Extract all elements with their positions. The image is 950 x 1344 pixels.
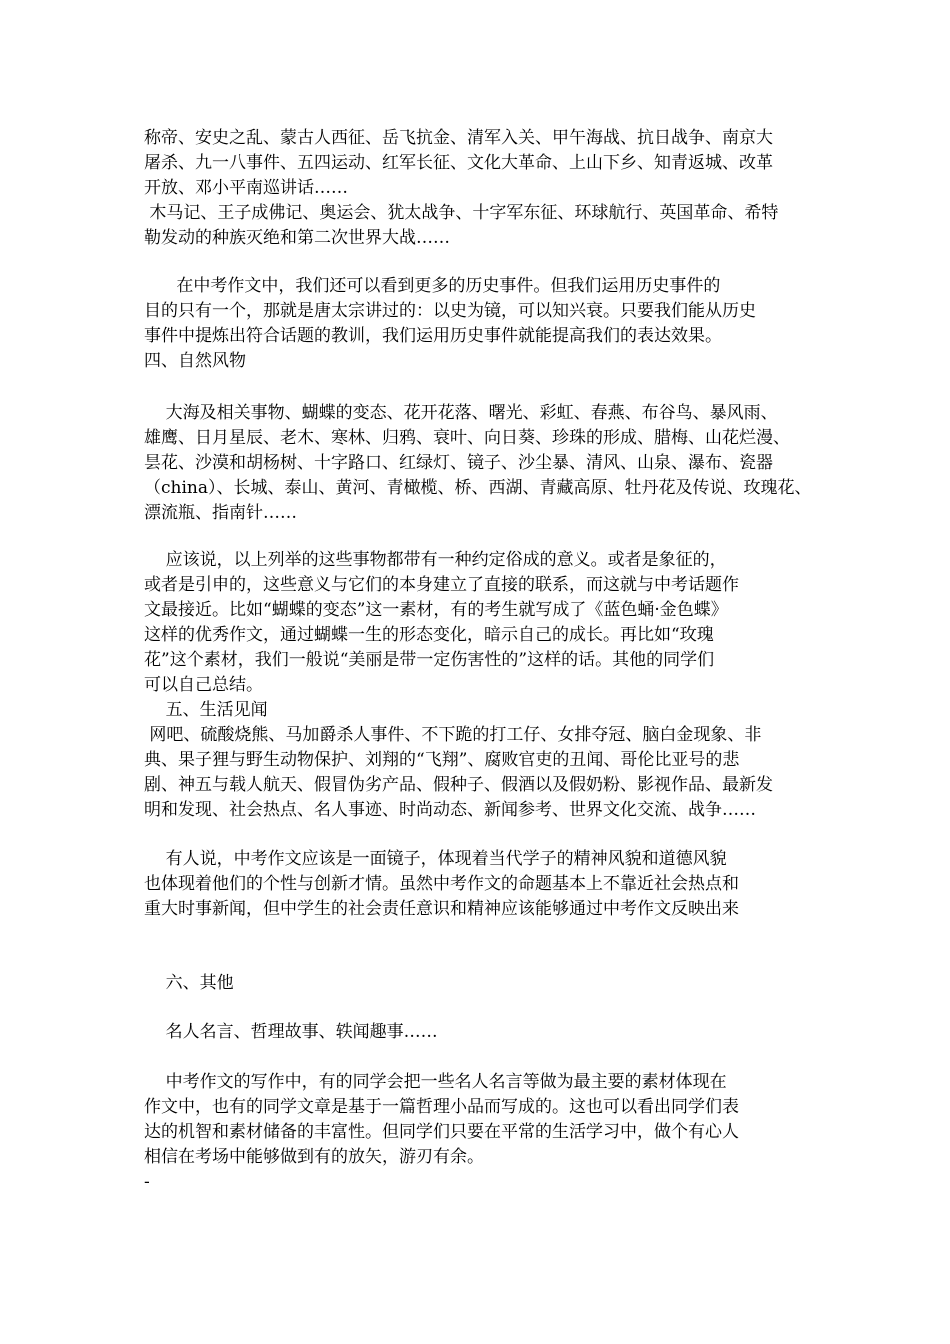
history-list-line-2: 屠杀、九一八事件、五四运动、红军长征、文化大革命、上山下乡、知青返城、改革 bbox=[144, 153, 773, 173]
history-commentary-line-2: 目的只有一个，那就是唐太宗讲过的：以史为镜，可以知兴衰。只要我们能从历史 bbox=[144, 301, 756, 321]
section-5-commentary-line-2: 也体现着他们的个性与创新才情。虽然中考作文的命题基本上不靠近社会热点和 bbox=[144, 874, 739, 894]
section-4-list-line-1: 大海及相关事物、蝴蝶的变态、花开花落、曙光、彩虹、春燕、布谷鸟、暴风雨、 bbox=[144, 403, 778, 423]
history-list-line-1: 称帝、安史之乱、蒙古人西征、岳飞抗金、清军入关、甲午海战、抗日战争、南京大 bbox=[144, 128, 773, 148]
section-4-commentary-line-4: 这样的优秀作文，通过蝴蝶一生的形态变化，暗示自己的成长。再比如“玫瑰 bbox=[144, 625, 714, 645]
section-4-list-line-3: 昙花、沙漠和胡杨树、十字路口、红绿灯、镜子、沙尘暴、清风、山泉、瀑布、瓷器 bbox=[144, 453, 773, 473]
section-5-list-line-1: 网吧、硫酸烧熊、马加爵杀人事件、不下跪的打工仔、女排夺冠、脑白金现象、非 bbox=[144, 725, 762, 745]
page-end-mark: - bbox=[144, 1172, 150, 1192]
history-list-line-3: 开放、邓小平南巡讲话…… bbox=[144, 178, 348, 198]
section-5-list-line-2: 典、果子狸与野生动物保护、刘翔的“飞翔”、腐败官吏的丑闻、哥伦比亚号的悲 bbox=[144, 750, 740, 770]
history-commentary-line-3: 事件中提炼出符合话题的教训，我们运用历史事件就能提高我们的表达效果。 bbox=[144, 326, 722, 346]
section-5-list-line-3: 剧、神五与载人航天、假冒伪劣产品、假种子、假酒以及假奶粉、影视作品、最新发 bbox=[144, 775, 773, 795]
section-4-commentary-line-1: 应该说，以上列举的这些事物都带有一种约定俗成的意义。或者是象征的， bbox=[144, 550, 727, 570]
section-6-heading: 六、其他 bbox=[144, 973, 234, 993]
history-list-line-4: 木马记、王子成佛记、奥运会、犹太战争、十字军东征、环球航行、英国革命、希特 bbox=[144, 203, 779, 223]
section-4-heading: 四、自然风物 bbox=[144, 351, 246, 371]
section-5-list-line-4: 明和发现、社会热点、名人事迹、时尚动态、新闻参考、世界文化交流、战争…… bbox=[144, 800, 756, 820]
history-commentary-line-1: 在中考作文中，我们还可以看到更多的历史事件。但我们运用历史事件的 bbox=[144, 276, 721, 296]
section-6-commentary-line-2: 作文中，也有的同学文章是基于一篇哲理小品而写成的。这也可以看出同学们表 bbox=[144, 1097, 739, 1117]
section-4-commentary-line-3: 文最接近。比如“蝴蝶的变态”这一素材，有的考生就写成了《蓝色蛹·金色蝶》 bbox=[144, 600, 728, 620]
section-6-commentary-line-1: 中考作文的写作中，有的同学会把一些名人名言等做为最主要的素材体现在 bbox=[144, 1072, 727, 1092]
section-6-commentary-line-3: 达的机智和素材储备的丰富性。但同学们只要在平常的生活学习中，做个有心人 bbox=[144, 1122, 739, 1142]
section-4-list-line-4: （china）、长城、泰山、黄河、青橄榄、桥、西湖、青藏高原、牡丹花及传说、玫瑰花、 bbox=[144, 478, 812, 498]
section-5-commentary-line-3: 重大时事新闻，但中学生的社会责任意识和精神应该能够通过中考作文反映出来 bbox=[144, 899, 739, 919]
section-5-commentary-line-1: 有人说，中考作文应该是一面镜子，体现着当代学子的精神风貌和道德风貌 bbox=[144, 849, 727, 869]
section-6-commentary-line-4: 相信在考场中能够做到有的放矢，游刃有余。 bbox=[144, 1147, 484, 1167]
section-4-commentary-line-2: 或者是引申的，这些意义与它们的本身建立了直接的联系，而这就与中考话题作 bbox=[144, 575, 739, 595]
section-6-list-line: 名人名言、哲理故事、轶闻趣事…… bbox=[144, 1022, 438, 1042]
history-list-line-5: 勒发动的种族灭绝和第二次世界大战…… bbox=[144, 228, 450, 248]
section-4-commentary-line-5: 花”这个素材，我们一般说“美丽是带一定伤害性的”这样的话。其他的同学们 bbox=[144, 650, 715, 670]
section-4-list-line-5: 漂流瓶、指南针…… bbox=[144, 503, 297, 523]
section-4-commentary-line-6: 可以自己总结。 bbox=[144, 675, 263, 695]
section-4-list-line-2: 雄鹰、日月星辰、老木、寒林、归鸦、衰叶、向日葵、珍珠的形成、腊梅、山花烂漫、 bbox=[144, 428, 790, 448]
section-5-heading: 五、生活见闻 bbox=[144, 700, 268, 720]
